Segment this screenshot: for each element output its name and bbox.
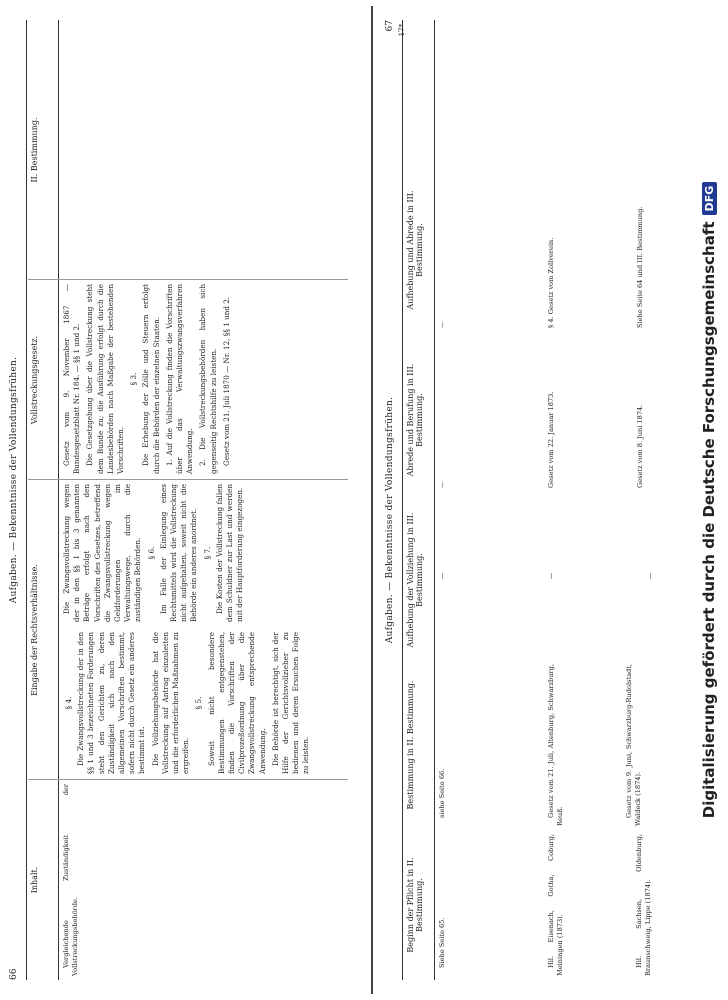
header-rule bbox=[26, 20, 27, 980]
page-number: 66 bbox=[9, 968, 19, 980]
table-cell: Gesetz vom 9. Juni, Schwarzburg-Rudolstadt, Waldeck (1874). bbox=[625, 664, 642, 826]
paragraph: Die Behörde ist berechtigt, sich der Hilfe der Gerichtsvollzieher zu bedienen und deren Ersuchen Folge zu leisten. bbox=[270, 632, 311, 774]
column-header: Inhalt. bbox=[30, 866, 39, 894]
table-cell: Siehe Seite 64 und III. Bestimmung. bbox=[636, 206, 644, 328]
text-column bbox=[62, 480, 248, 626]
paragraph: Soweit nicht besondere Bestimmungen entgegenstehen, finden die Vorschriften der Civilprozeßordnung über die Zwangsvollstreckung entsprechende Anwendung. bbox=[206, 632, 267, 774]
page-number: 67 bbox=[385, 20, 395, 32]
paragraph: Im Falle der Einlegung eines Rechtsmittels wird die Vollstreckung nicht aufgehalten, soweit nicht die Behörde ein anderes anordnet. bbox=[158, 484, 199, 622]
dfg-logo-icon: DFG bbox=[702, 182, 717, 216]
table-column bbox=[438, 500, 658, 660]
paragraph: Die Kosten der Vollstreckung fallen dem Schuldner zur Last und werden mit der Hauptforderung eingezogen. bbox=[214, 484, 245, 622]
header-rule bbox=[402, 20, 403, 980]
table-cell: Hil. Sachsen, Oldenburg, Braunschweig, Lippe (1874). bbox=[635, 834, 652, 976]
right-page bbox=[376, 0, 688, 1000]
row-label: Vergleichende Zuständigkeit der Vollstreckungsbehörde. bbox=[62, 784, 79, 976]
section-mark: § 3. bbox=[129, 372, 139, 386]
section-mark: § 6. bbox=[146, 546, 156, 560]
paragraph: Die Erhebung der Zölle und Steuern erfolgt durch die Behörden der einzelnen Staaten. bbox=[141, 284, 161, 474]
text-column bbox=[62, 280, 235, 478]
text-column bbox=[62, 628, 315, 778]
paragraph: 1. Auf die Vollstreckung finden die Vorschriften über das Verwaltungszwangsverfahren Anwendung. bbox=[164, 284, 195, 474]
table-cell: — bbox=[438, 481, 446, 488]
table-cell: Siehe Seite 65. bbox=[438, 917, 446, 968]
table-header bbox=[28, 20, 59, 980]
paragraph: 2. Die Vollstreckungsbehörden haben sich gegenseitig Rechtshilfe zu leisten. bbox=[198, 284, 218, 474]
table-column bbox=[438, 160, 648, 340]
column-header: Abrede und Berufung in III. Bestimmung. bbox=[406, 363, 424, 477]
banner-caption: Digitalisierung gefördert durch die Deutsche Forschungsgemeinschaft bbox=[700, 221, 718, 819]
table-column bbox=[438, 660, 646, 830]
paragraph: Die Gesetzgebung über die Vollstreckung steht dem Bunde zu; die Ausführung erfolgt durch die Landesbehörden nach Maßgabe der bestehenden Vorschriften. bbox=[85, 284, 126, 474]
dfg-banner bbox=[690, 0, 728, 1000]
table-cell: Gesetz vom 8. Juni 1874. bbox=[636, 404, 644, 488]
column-header: Eingabe der Rechtsverhältnisse. bbox=[30, 564, 39, 696]
table-cell: — bbox=[438, 321, 446, 328]
table-cell: § 4. Gesetz vom Zollverein. bbox=[547, 237, 555, 328]
column-header: II. Bestimmung. bbox=[30, 117, 39, 183]
table-cell: — bbox=[547, 572, 555, 580]
section-mark: § 7. bbox=[202, 546, 212, 560]
paragraph: Die Vollziehungsbehörde hat die Vollstreckung auf Antrag einzuleiten und die erforderlichen Maßnahmen zu ergreifen. bbox=[150, 632, 191, 774]
table-column bbox=[438, 830, 656, 980]
page-gutter bbox=[371, 6, 373, 994]
paragraph: Die Zwangsvollstreckung wegen der in den §§ 1 bis 3 genannten Beträge erfolgt nach den Vorschriften des Gesetzes, betreffend die Zwangsvollstreckung wegen Geldforderungen im Verwaltungswege, durch die zuständigen Behörden. bbox=[62, 484, 143, 622]
running-head: Aufgaben. — Bekenntnisse der Vollendungsfrühen. bbox=[385, 396, 395, 644]
left-header bbox=[6, 20, 22, 980]
dfg-banner-text bbox=[690, 0, 728, 1000]
section-mark: § 5. bbox=[194, 696, 204, 710]
table-cell: Gesetz vom 22. Januar 1873. bbox=[547, 391, 555, 488]
table-header bbox=[404, 20, 435, 980]
table-cell: siehe Seite 66. bbox=[438, 768, 446, 818]
page-footer: 17* bbox=[398, 24, 406, 37]
paragraph: Die Zwangsvollstreckung der in den §§ 1 und 3 bezeichneten Forderungen steht den Gerichten zu, deren Zuständigkeit sich nach den allgemeinen Vorschriften bestimmt, sofern nicht durch Gesetz ein anderes bestimmt ist. bbox=[76, 632, 147, 774]
section-mark: § 4. bbox=[64, 696, 73, 710]
table-cell: — bbox=[438, 572, 446, 580]
running-head: Aufgaben. — Bekenntnisse der Vollendungsfrühen. bbox=[9, 356, 19, 604]
column-header: Aufhebung und Abrede in III. Bestimmung. bbox=[406, 190, 424, 310]
column-header: Beginn der Pflicht in II. Bestimmung. bbox=[406, 857, 424, 953]
table-cell: — bbox=[646, 572, 654, 580]
right-header bbox=[382, 20, 398, 980]
column-header: Aufhebung der Vollziehung in III. Bestimmung. bbox=[406, 512, 424, 648]
table-cell: Gesetz vom 21. Juli, Altenburg, Schwarzburg, Reuß. bbox=[547, 664, 564, 826]
table-column bbox=[438, 340, 648, 500]
right-page-content bbox=[376, 0, 688, 1000]
paragraph: Gesetz vom 9. November 1867 — Bundesgesetzblatt Nr. 184. — §§ 1 und 2. bbox=[62, 284, 82, 474]
column-header: Bestimmung in II. Bestimmung. bbox=[406, 680, 415, 810]
table-cell: Hil. Eisenach, Gotha, Coburg, Meiningen (1873). bbox=[547, 834, 564, 976]
paragraph: Gesetz vom 21. Juli 1870 — Nr. 12, §§ 1 und 2. bbox=[221, 296, 231, 466]
row-label-column bbox=[62, 780, 83, 980]
column-header: Vollstreckungsgesetz. bbox=[30, 335, 39, 425]
